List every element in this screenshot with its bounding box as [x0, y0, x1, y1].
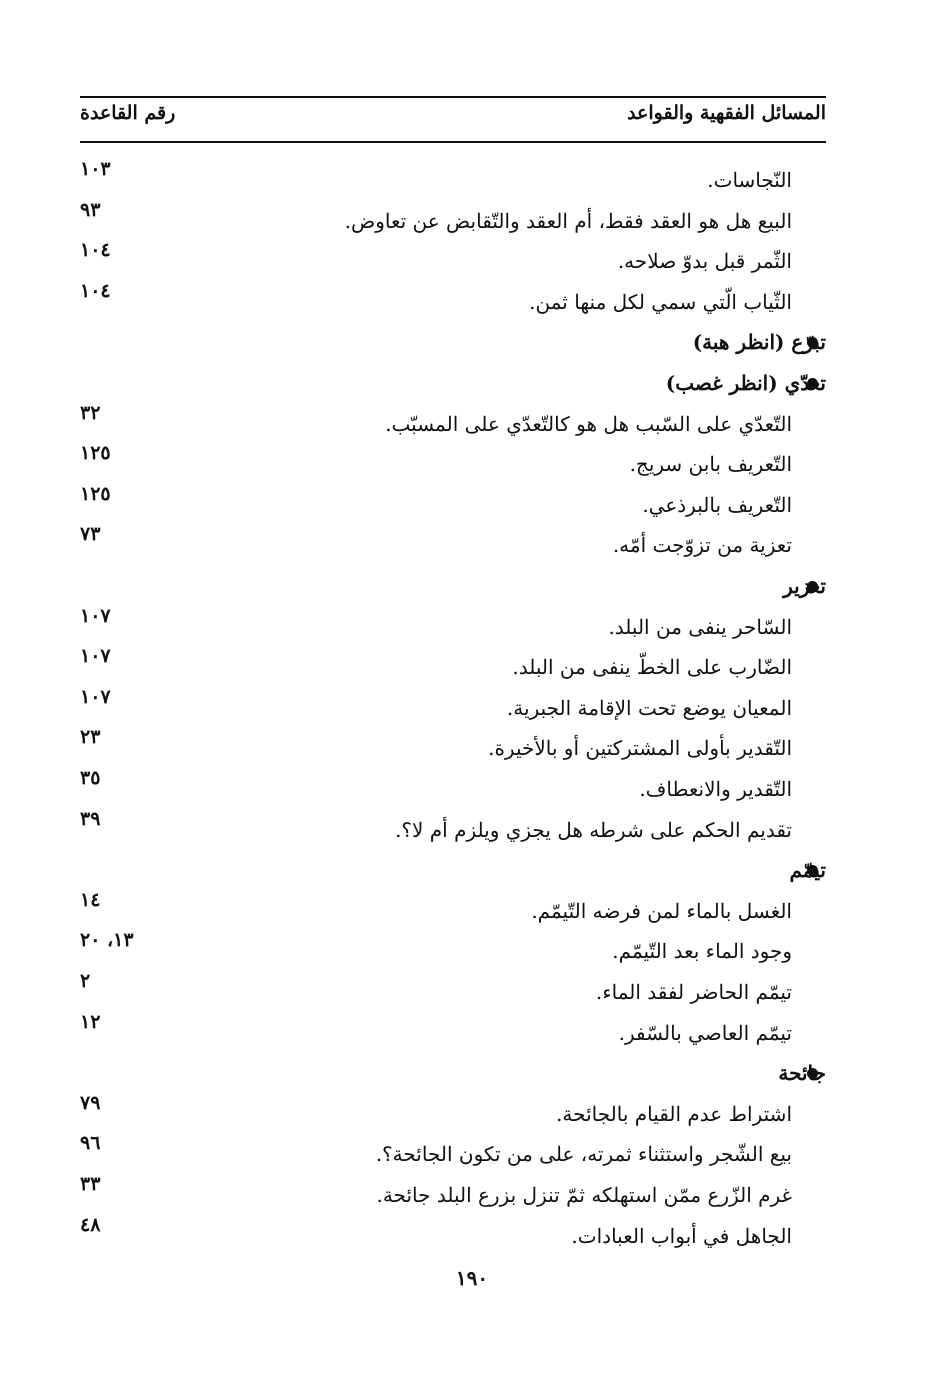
index-heading [0, 566, 944, 606]
index-entry [0, 647, 944, 687]
rule-number: ٩٣ [80, 199, 101, 221]
entry-text: اشتراط عدم القيام بالجائحة. [556, 1102, 792, 1126]
index-heading [0, 322, 944, 362]
index-entry [0, 1175, 944, 1215]
rule-number: ١٠٧ [80, 645, 111, 667]
entry-text: التّقدير بأولى المشتركتين أو بالأخيرة. [488, 736, 792, 760]
index-entry [0, 972, 944, 1012]
rule-number: ١٠٤ [80, 239, 111, 261]
rule-number: ٣٥ [80, 767, 101, 789]
rule-number: ٣٣ [80, 1173, 101, 1195]
index-entry [0, 444, 944, 484]
index-entry [0, 201, 944, 241]
rule-number: ١٤ [80, 889, 101, 911]
index-entry [0, 769, 944, 809]
rule-number: ١٢٥ [80, 442, 111, 464]
entry-text: التّعدّي على السّبب هل هو كالتّعدّي على المسبّب. [385, 412, 792, 436]
index-heading [0, 1053, 944, 1093]
index-heading [0, 363, 944, 403]
rule-number: ٤٨ [80, 1214, 101, 1236]
entry-text: تيمّم العاصي بالسّفر. [618, 1021, 792, 1045]
index-heading [0, 850, 944, 890]
index-entry [0, 1094, 944, 1134]
rule-number: ١٠٧ [80, 686, 111, 708]
page-number: ١٩٠ [455, 1266, 489, 1290]
header-column-label: رقم القاعدة [80, 102, 176, 124]
entry-text: الثّمر قبل بدوّ صلاحه. [617, 249, 792, 273]
heading-text: جائحة [778, 1061, 826, 1085]
index-entry [0, 160, 944, 200]
header-bottom-rule [80, 141, 826, 143]
index-entry [0, 607, 944, 647]
entry-text: الغسل بالماء لمن فرضه التّيمّم. [531, 899, 792, 923]
entry-text: المعيان يوضع تحت الإقامة الجبرية. [506, 696, 792, 720]
index-entry [0, 525, 944, 565]
rule-number: ١٠٣ [80, 158, 111, 180]
entry-text: النّجاسات. [707, 168, 792, 192]
index-entry [0, 1013, 944, 1053]
index-entry [0, 282, 944, 322]
heading-text: تعزير [783, 574, 826, 598]
rule-number: ١٠٧ [80, 605, 111, 627]
entry-text: الضّارب على الخطّ ينفى من البلد. [512, 655, 792, 679]
index-entry [0, 485, 944, 525]
entry-text: تعزية من تزوّجت أمّه. [612, 533, 792, 557]
heading-text: تبرّع (انظر هبة) [692, 330, 826, 354]
index-entry [0, 1216, 944, 1256]
index-entry [0, 241, 944, 281]
entry-text: التّقدير والانعطاف. [639, 777, 792, 801]
heading-text: تيمّم [789, 858, 826, 882]
entry-text: التّعريف بالبرذعي. [642, 493, 792, 517]
index-entry [0, 810, 944, 850]
rule-number: ١٢٥ [80, 483, 111, 505]
entry-text: وجود الماء بعد التّيمّم. [612, 939, 792, 963]
index-entry [0, 728, 944, 768]
rule-number: ٣٩ [80, 808, 101, 830]
entry-text: الثّياب الّتي سمي لكل منها ثمن. [529, 290, 792, 314]
rule-number: ١٠٤ [80, 280, 111, 302]
index-entry [0, 1134, 944, 1174]
entry-text: التّعريف بابن سريج. [629, 452, 792, 476]
index-entry [0, 404, 944, 444]
rule-number: ١٣، ٢٠ [80, 929, 134, 951]
index-entry [0, 931, 944, 971]
rule-number: ٢ [80, 970, 91, 992]
entry-text: غرم الزّرع ممّن استهلكه ثمّ تنزل بزرع البلد جائحة. [376, 1183, 792, 1207]
rule-number: ٧٩ [80, 1092, 101, 1114]
index-entry [0, 891, 944, 931]
rule-number: ٢٣ [80, 726, 101, 748]
entry-text: تيمّم الحاضر لفقد الماء. [595, 980, 792, 1004]
entry-text: البيع هل هو العقد فقط، أم العقد والتّقابض عن تعاوض. [344, 209, 792, 233]
heading-text: تعدّي (انظر غصب) [665, 371, 826, 395]
index-entry [0, 688, 944, 728]
header-title: المسائل الفقهية والقواعد [627, 102, 826, 124]
header-top-rule [80, 96, 826, 98]
rule-number: ٧٣ [80, 523, 101, 545]
entry-text: السّاحر ينفى من البلد. [608, 615, 792, 639]
entry-text: الجاهل في أبواب العبادات. [571, 1224, 792, 1248]
rule-number: ٣٢ [80, 402, 101, 424]
rule-number: ٩٦ [80, 1132, 101, 1154]
entry-text: تقديم الحكم على شرطه هل يجزي ويلزم أم لا؟. [395, 818, 792, 842]
rule-number: ١٢ [80, 1011, 101, 1033]
entry-text: بيع الشّجر واستثناء ثمرته، على من تكون الجائحة؟. [375, 1142, 792, 1166]
